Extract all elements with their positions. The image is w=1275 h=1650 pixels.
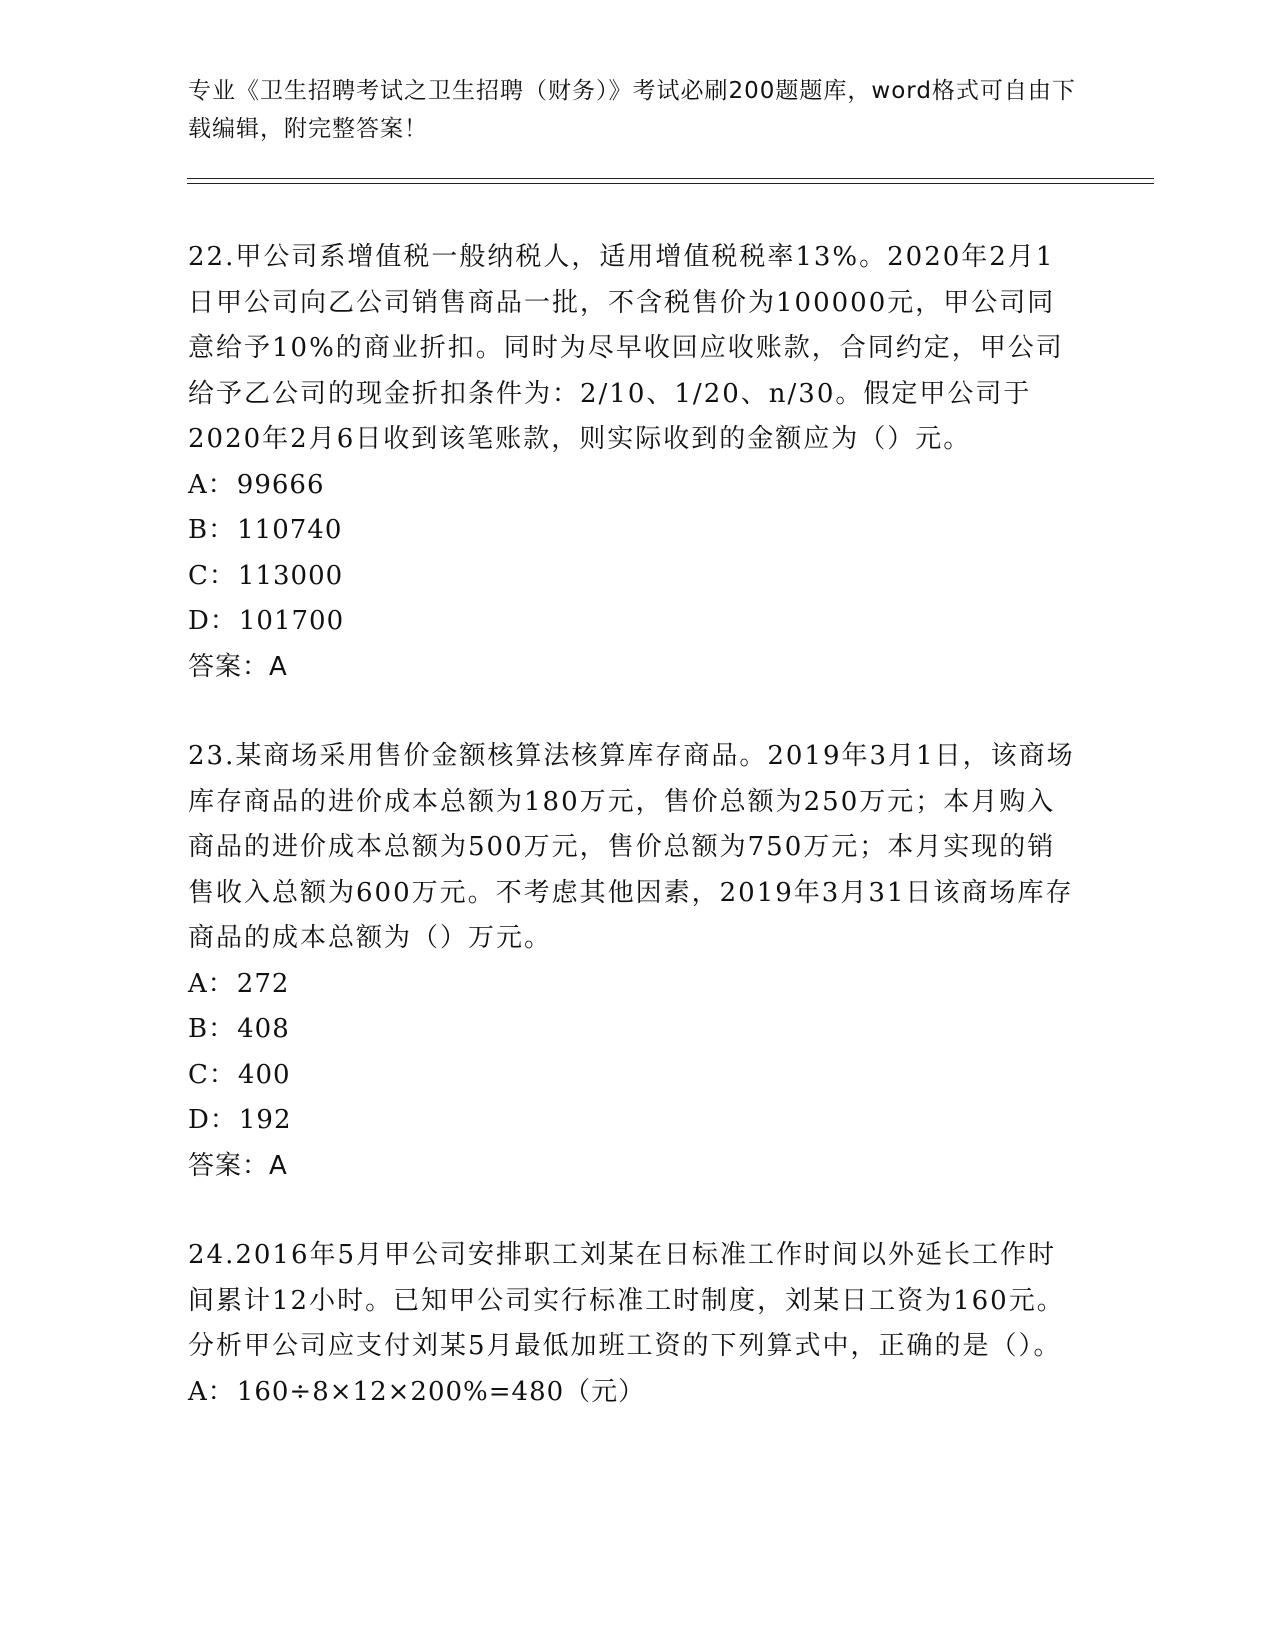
question-stem: 22.甲公司系增值税一般纳税人，适用增值税税率13%。2020年2月1日甲公司向乙公司销售商品一批，不含税售价为100000元，甲公司同意给予10%的商业折扣。同时为尽早收回应收账款，合同约定，甲公司给予乙公司的现金折扣条件为：2/10、1/20、n/30。假定甲公司于2020年2月6日收到该笔账款，则实际收到的金额应为（）元。	[188, 242, 1064, 454]
option-value: 400	[237, 1059, 291, 1090]
option-a	[188, 962, 1078, 1008]
option-value: 408	[237, 1014, 290, 1044]
question-stem: 23.某商场采用售价金额核算法核算库存商品。2019年3月1日，该商场库存商品的进价成本总额为180万元，售价总额为250万元；本月购入商品的进价成本总额为500万元，售价总额为750万元；本月实现的销售收入总额为600万元。不考虑其他因素，2019年3月31日该商场库存商品的成本总额为（）万元。	[188, 741, 1075, 953]
option-c	[188, 554, 1078, 600]
option-c	[188, 1053, 1078, 1099]
option-key: C ：	[188, 561, 236, 591]
option-list	[188, 1370, 1078, 1416]
option-value: 99666	[236, 469, 325, 500]
option-value: 110740	[237, 515, 343, 545]
option-list	[188, 463, 1078, 645]
option-value: 101700	[238, 606, 345, 636]
answer-line: 答案：A	[188, 651, 288, 682]
answer-line: 答案：A	[188, 1150, 288, 1181]
option-value: 272	[236, 968, 290, 999]
option-key: D ：	[188, 1105, 237, 1135]
header-divider	[187, 178, 1154, 179]
question-stem: 24.2016年5月甲公司安排职工刘某在日标准工作时间以外延长工作时间累计12小时。已知甲公司实行标准工时制度，刘某日工资为160元。分析甲公司应支付刘某5月最低加班工资的下列算式中，正确的是（）。	[188, 1240, 1065, 1361]
document-header: 专业《卫生招聘考试之卫生招聘（财务）》考试必刷200题题库，word格式可自由下载编辑，附完整答案！	[188, 78, 1076, 142]
option-list	[188, 962, 1078, 1144]
option-key: D ：	[188, 606, 237, 636]
option-key: A ：	[188, 470, 235, 500]
option-key: A ：	[188, 969, 235, 999]
question-23	[188, 734, 1078, 1189]
question-24	[188, 1233, 1078, 1415]
option-key: C ：	[188, 1060, 236, 1090]
option-b	[188, 508, 1078, 554]
header-divider-double	[187, 183, 1154, 184]
option-a	[188, 463, 1078, 509]
question-22	[188, 235, 1078, 690]
option-b	[188, 1007, 1078, 1053]
option-a	[188, 1370, 1078, 1416]
option-d	[188, 1098, 1078, 1144]
option-value: 160÷8×12×200%=480（元）	[236, 1376, 646, 1407]
option-value: 192	[238, 1105, 292, 1135]
option-key: B ：	[188, 515, 235, 545]
option-value: 113000	[237, 560, 344, 591]
option-key: A ：	[188, 1377, 235, 1407]
option-d	[188, 599, 1078, 645]
option-key: B ：	[188, 1014, 235, 1044]
